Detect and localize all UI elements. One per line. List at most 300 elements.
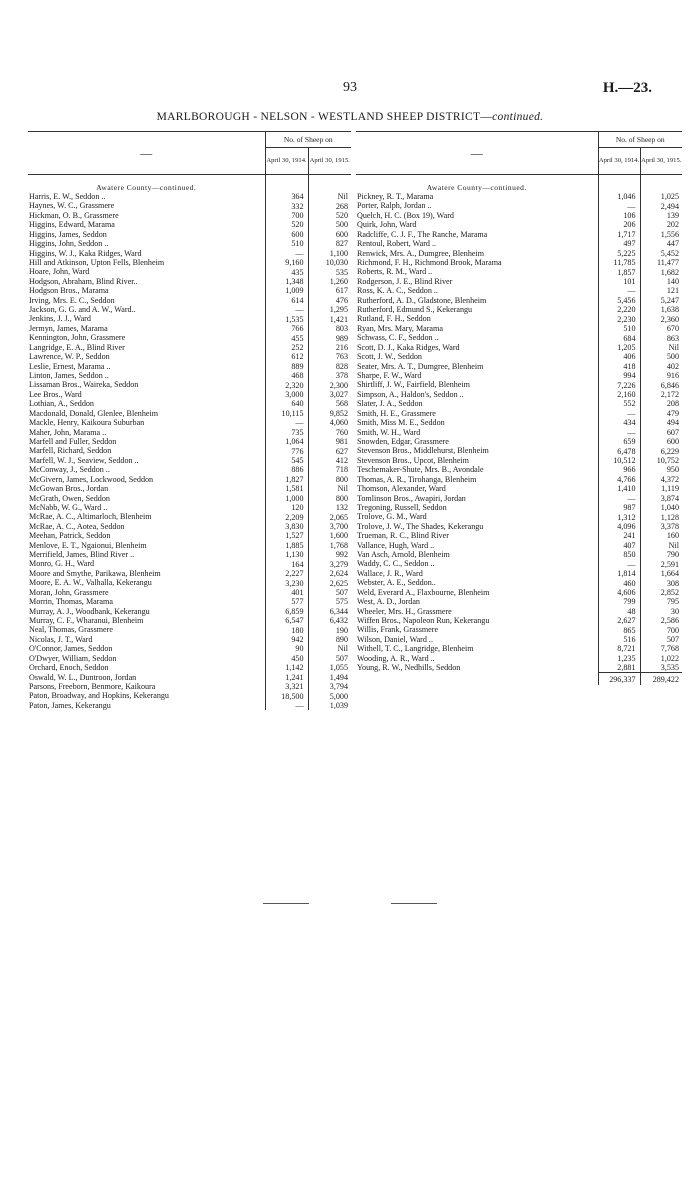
sheep-table-right [356,131,682,685]
sheep-1915: 1,260 [329,277,348,286]
table-row [28,588,351,597]
sheep-1914: 684 [598,333,640,342]
sheep-1915: 863 [666,333,679,343]
sheep-1915: 950 [666,465,679,475]
table-row [356,380,682,389]
table-row [356,663,682,673]
sheep-1915: 1,638 [660,305,679,315]
table-row [28,380,351,389]
table-row [28,192,351,201]
sheep-1915: 500 [666,352,679,362]
sheep-1915: 600 [666,437,679,447]
sheep-1914: 406 [598,352,640,361]
sheep-1915: 617 [335,286,348,296]
entry-name: Willis, Frank, Grassmere [356,625,598,634]
entry-name: Withell, T. C., Langridge, Blenheim [356,644,598,653]
table-row [356,607,682,616]
table-row [356,644,682,653]
col-1915-header: April 30, 1915. [308,148,351,175]
sheep-1915: 2,586 [660,616,679,626]
sheep-1914: 241 [598,531,640,540]
sheep-1914: 2,227 [265,569,308,578]
table-row [28,691,351,700]
table-row [356,616,682,625]
sheep-1915: 132 [335,503,348,513]
entry-name: Ryan, Mrs. Mary, Marama [356,324,598,333]
entry-name: Irving, Mrs. E. C., Seddon [28,296,265,305]
table-row [28,249,351,258]
entry-name: Smith, Miss M. E., Seddon [356,418,598,427]
sheep-1915: 600 [335,229,348,239]
table-row [356,494,682,503]
table-row [28,230,351,239]
entry-name: Lee Bros., Ward [28,390,265,399]
sheep-1914: 1,235 [598,654,640,663]
sheep-1914: 468 [265,371,308,380]
table-row [356,296,682,305]
sheep-1915: 763 [335,352,348,362]
table-row [356,258,682,267]
table-row [28,569,351,578]
entry-name: Radcliffe, C. J. F., The Ranche, Marama [356,230,598,239]
sheep-1914: 1,717 [598,230,640,239]
sheep-1914: 407 [598,541,640,550]
sheep-1914: 1,348 [265,277,308,286]
sheep-1914: 164 [265,559,308,568]
sheep-1914: 2,220 [598,305,640,314]
table-row [356,531,682,540]
sheep-1914: 2,209 [265,512,308,521]
table-row [28,352,351,361]
entry-name: McRae, A. C., Altimarloch, Blenheim [28,512,265,521]
entry-name: Moore and Smythe, Parikawa, Blenheim [28,569,265,578]
heading-main: MARLBOROUGH - NELSON - WESTLAND SHEEP DISTRICT— [156,111,493,123]
table-row [356,239,682,248]
sheep-1915: 800 [335,474,348,484]
table-row [356,201,682,210]
entry-name: Kennington, John, Grassmere [28,333,265,342]
sheep-1914: — [598,286,640,295]
entry-name: Tregoning, Russell, Seddon [356,503,598,512]
sheep-1914: 1,046 [598,192,640,201]
sheep-1914: 460 [598,578,640,587]
sheep-1914: 1,885 [265,541,308,550]
entry-name: Shirtliff, J. W., Fairfield, Blenheim [356,380,598,389]
left-table-block [28,131,351,710]
sheep-1915: 494 [666,418,679,428]
paper-reference: H.—23. [602,80,652,96]
table-row [356,211,682,220]
sheep-1915: 4,060 [329,418,348,428]
entry-name: Leslie, Ernest, Marama .. [28,362,265,371]
entry-name: Young, R. W., Nedhills, Seddon [356,663,598,673]
entry-name: Merrifield, James, Blind River .. [28,550,265,559]
sheep-1914: 10,512 [598,456,640,465]
entry-name: Orchard, Enoch, Seddon [28,663,265,672]
sheep-1914: 614 [265,296,308,305]
col-1915-header: April 30, 1915. [640,148,682,175]
sheep-1915: 1,600 [329,531,348,541]
sheep-1914: 850 [598,550,640,559]
entry-name: Thomas, A. R., Tirohanga, Blenheim [356,475,598,484]
sheep-1914: 434 [598,418,640,427]
table-row [28,343,351,352]
sheep-1915: 1,556 [660,229,679,239]
sheep-1915: 3,378 [660,521,679,531]
sheep-1915: 1,039 [329,700,348,710]
entry-name: Menlove, E. T., Ngaionui, Blenheim [28,541,265,550]
sheep-1915: 190 [335,625,348,635]
table-row [28,267,351,276]
table-row [28,644,351,653]
table-row [28,503,351,512]
entry-name: Jermyn, James, Marama [28,324,265,333]
entry-name: Smith, H. E., Grassmere [356,409,598,418]
sheep-count-header: No. of Sheep on [598,132,682,148]
entry-name: Richmond, F. H., Richmond Brook, Marama [356,258,598,267]
sheep-1914: 450 [265,654,308,663]
entry-name: Tomlinson Bros., Awapiri, Jordan [356,494,598,503]
sheep-1914: 1,130 [265,550,308,559]
entry-name: Trolove, J. W., The Shades, Kekerangu [356,522,598,531]
table-row [28,428,351,437]
sheep-1915: 476 [335,295,348,305]
entry-name: Marfell and Fuller, Seddon [28,437,265,446]
sheep-1914: 5,456 [598,296,640,305]
entry-name: Lawrence, W. P., Seddon [28,352,265,361]
sheep-1915: 140 [666,277,679,286]
sheep-1915: 992 [335,550,348,560]
entry-name: Vallance, Hugh, Ward .. [356,541,598,550]
sheep-1914: — [598,201,640,210]
table-row [356,541,682,550]
sheep-1914: — [265,701,308,710]
table-row [356,324,682,333]
sheep-1915: 981 [335,437,348,447]
table-row [356,512,682,521]
sheep-1914: 700 [265,211,308,220]
sheep-1914: 11,785 [598,258,640,267]
entry-name: Scott, J. W., Seddon [356,352,598,361]
entry-name: Marfell, W. J., Seaview, Seddon .. [28,456,265,465]
sheep-1915: 5,247 [660,295,679,305]
entry-name: Mackle, Henry, Kaikoura Suburban [28,418,265,427]
table-row [356,437,682,446]
sheep-1915: 1,664 [660,569,679,579]
sheep-1915: 507 [666,635,679,645]
entry-name: Macdonald, Donald, Glenlee, Blenheim [28,409,265,418]
entry-name: Trolove, G. M., Ward [356,512,598,521]
sheep-1914: — [265,305,308,314]
entry-name: Pickney, R. T., Marama [356,192,598,201]
entry-name: Smith, W. H., Ward [356,428,598,437]
table-row [28,541,351,550]
total-1914: 296,337 [598,673,640,686]
entry-name: McGivern, James, Lockwood, Seddon [28,475,265,484]
entry-name: Wilson, Daniel, Ward .. [356,635,598,644]
sheep-1915: 160 [666,531,679,541]
entry-name: Moran, John, Grassmere [28,588,265,597]
entry-name: Thomson, Alexander, Ward [356,484,598,493]
entry-name: Murray, C. F., Wharanui, Blenheim [28,616,265,625]
totals-row [356,673,682,686]
table-row [356,456,682,465]
table-row [356,446,682,455]
sheep-1915: 268 [335,201,348,211]
page-number: 93 [343,80,357,95]
table-row [356,277,682,286]
sheep-1914: 3,321 [265,682,308,691]
entry-name: Stevenson Bros., Middlehurst, Blenheim [356,446,598,455]
sheep-1914: 1,205 [598,343,640,352]
table-row [28,390,351,399]
table-row [28,607,351,616]
table-row [28,418,351,427]
sheep-1915: 10,752 [656,456,679,466]
sheep-1915: 4,372 [660,474,679,484]
table-row [356,578,682,587]
sheep-1914: 612 [265,352,308,361]
sheep-1915: 760 [335,427,348,437]
sheep-1914: 3,830 [265,522,308,531]
sheep-1914: 516 [598,635,640,644]
sheep-1914: 8,721 [598,644,640,653]
entry-name: Hickman, O. B., Grassmere [28,211,265,220]
entry-name: McConway, J., Seddon .. [28,465,265,474]
table-row [356,597,682,606]
sheep-1915: Nil [337,644,348,654]
entry-name: Snowden, Edgar, Grassmere [356,437,598,446]
entry-name: Parsons, Freeborn, Benmore, Kaikoura [28,682,265,691]
sheep-1914: 101 [598,277,640,286]
entry-name: Marfell, Richard, Seddon [28,446,265,455]
sheep-1914: 766 [265,324,308,333]
sheep-1915: 790 [666,550,679,560]
sheep-1914: 1,581 [265,484,308,493]
table-row [28,371,351,380]
county-heading: Awatere County—continued. [356,179,598,192]
entry-name: Hodgson Bros., Marama [28,286,265,295]
sheep-1915: 1,040 [660,503,679,513]
table-row [356,654,682,663]
table-row [28,673,351,682]
sheep-1914: 600 [265,230,308,239]
sheep-1915: 800 [335,493,348,503]
table-row [28,399,351,408]
table-row [28,409,351,418]
table-row [356,343,682,352]
totals-label [356,673,598,686]
entry-name: Scott, D. J., Kaka Ridges, Ward [356,343,598,352]
table-row [28,578,351,587]
table-row [356,625,682,634]
table-row [356,352,682,361]
table-row [28,616,351,625]
table-row [28,625,351,634]
sheep-1914: 455 [265,333,308,342]
sheep-1915: 378 [335,371,348,381]
sheep-1914: 364 [265,192,308,201]
sheep-1915: 575 [335,597,348,607]
entry-name: Langridge, E. A., Blind River [28,343,265,352]
table-row [28,701,351,710]
name-column-header: — [356,132,598,175]
sheep-1915: 1,022 [660,653,679,663]
entry-name: Paton, James, Kekerangu [28,701,265,710]
entry-name: Schwass, C. F., Seddon .. [356,333,598,342]
sheep-1914: 6,547 [265,616,308,625]
table-row [356,418,682,427]
total-1915: 289,422 [640,673,682,686]
entry-name: Wheeler, Mrs. H., Grassmere [356,607,598,616]
table-row [356,465,682,474]
sheep-1914: 799 [598,597,640,606]
entry-name: O'Connor, James, Seddon [28,644,265,653]
table-row [28,475,351,484]
table-row [28,201,351,210]
table-row [356,635,682,644]
entry-name: Linton, James, Seddon .. [28,371,265,380]
sheep-1915: 827 [335,239,348,249]
sheep-1914: 1,312 [598,512,640,521]
sheep-1914: 332 [265,201,308,210]
sheep-1914: 886 [265,465,308,474]
entry-name: Wooding, A. R., Ward .. [356,654,598,663]
sheep-1914: 90 [265,644,308,653]
sheep-1914: 510 [265,239,308,248]
sheep-1915: 1,128 [660,512,679,522]
sheep-1914: 552 [598,399,640,408]
entry-name: Harris, E. W., Seddon .. [28,192,265,201]
sheep-1914: 2,881 [598,663,640,673]
sheep-1914: 418 [598,362,640,371]
table-row [356,314,682,323]
sheep-1914: 6,859 [265,607,308,616]
table-row [28,362,351,371]
entry-name: Porter, Ralph, Jordan .. [356,201,598,210]
entry-name: O'Dwyer, William, Seddon [28,654,265,663]
sheep-1914: — [598,428,640,437]
sheep-1915: 2,591 [660,559,679,569]
sheep-1915: 5,452 [660,248,679,258]
sheep-1915: 6,344 [329,606,348,616]
entry-name: Rutland, F. H., Seddon [356,314,598,323]
sheep-1914: 4,096 [598,522,640,531]
sheep-1915: 2,300 [329,380,348,390]
sheep-1915: 3,279 [329,559,348,569]
entry-name: Hill and Atkinson, Upton Fells, Blenheim [28,258,265,267]
sheep-1914: 1,827 [265,475,308,484]
entry-name: Weld, Everard A., Flaxbourne, Blenheim [356,588,598,597]
sheep-1915: 1,119 [661,484,679,494]
sheep-1914: 3,000 [265,390,308,399]
sheep-1915: 6,432 [329,616,348,626]
table-row [28,484,351,493]
sheep-1914: 545 [265,456,308,465]
entry-name: Trueman, R. C., Blind River [356,531,598,540]
sheep-1914: — [598,559,640,568]
sheep-1914: 6,478 [598,446,640,455]
entry-name: Monro, G. H., Ward [28,559,265,568]
right-table-block [356,131,682,685]
entry-name: Waddy, C. C., Seddon .. [356,559,598,568]
sheep-1915: 30 [670,606,679,616]
sheep-1914: 18,500 [265,691,308,700]
table-row [28,258,351,267]
sheep-1914: 3,230 [265,578,308,587]
sheep-1914: — [265,249,308,258]
entry-name: Maher, John, Marama .. [28,428,265,437]
col-1914-header: April 30, 1914. [598,148,640,175]
sheep-1915: Nil [337,484,348,494]
sheep-1914: — [598,494,640,503]
sheep-1914: 48 [598,607,640,616]
sheep-1915: 121 [666,286,679,296]
sheep-1914: 1,009 [265,286,308,295]
table-row [28,277,351,286]
sheep-1914: 1,857 [598,267,640,276]
table-row [28,239,351,248]
sheep-1914: 2,230 [598,314,640,323]
entry-name: Rodgerson, J. E., Blind River [356,277,598,286]
sheep-1915: 2,360 [660,314,679,324]
entry-name: Haynes, W. C., Grassmere [28,201,265,210]
entry-name: Rentoul, Robert, Ward .. [356,239,598,248]
sheep-1915: 500 [335,220,348,230]
sheep-1915: 3,535 [660,663,679,673]
table-row [356,249,682,258]
sheep-1915: 1,682 [660,267,679,277]
entry-name: McNabb, W. G., Ward .. [28,503,265,512]
entry-name: Neal, Thomas, Grassmere [28,625,265,634]
sheep-1914: 7,226 [598,380,640,389]
table-row [356,267,682,276]
sheep-1914: 206 [598,220,640,229]
table-row [356,390,682,399]
table-row [28,456,351,465]
table-row [28,446,351,455]
table-row [356,475,682,484]
sheep-1915: 3,027 [329,390,348,400]
entry-name: Higgins, W. J., Kaka Ridges, Ward [28,249,265,258]
entry-name: Wallace, J. R., Ward [356,569,598,578]
sheep-1914: 1,000 [265,494,308,503]
table-row [28,559,351,568]
entry-name: Oswald, W. L., Duntroon, Jordan [28,673,265,682]
sheep-1915: 2,065 [329,512,348,522]
sheep-count-header: No. of Sheep on [265,132,351,148]
entry-name: West, A. D., Jordan [356,597,598,606]
entry-name: Quelch, H. C. (Box 19), Ward [356,211,598,220]
table-row [28,550,351,559]
table-row [28,512,351,521]
sheep-1914: — [598,409,640,418]
entry-name: Rutherford, Edmund S., Kekerangu [356,305,598,314]
entry-name: Roberts, R. M., Ward .. [356,267,598,276]
table-row [28,465,351,474]
entry-name: Simpson, A., Haldon's, Seddon .. [356,390,598,399]
sheep-1915: 447 [666,239,679,249]
sheep-table-left [28,131,351,710]
table-row [28,314,351,323]
sheep-1915: 1,295 [329,305,348,315]
table-row [356,409,682,418]
entry-name: Seater, Mrs. A. T., Dumgree, Blenheim [356,362,598,371]
name-column-header: — [28,132,265,175]
sheep-1915: 535 [335,267,348,277]
sheep-1914: 510 [598,324,640,333]
left-table-body [28,175,351,711]
